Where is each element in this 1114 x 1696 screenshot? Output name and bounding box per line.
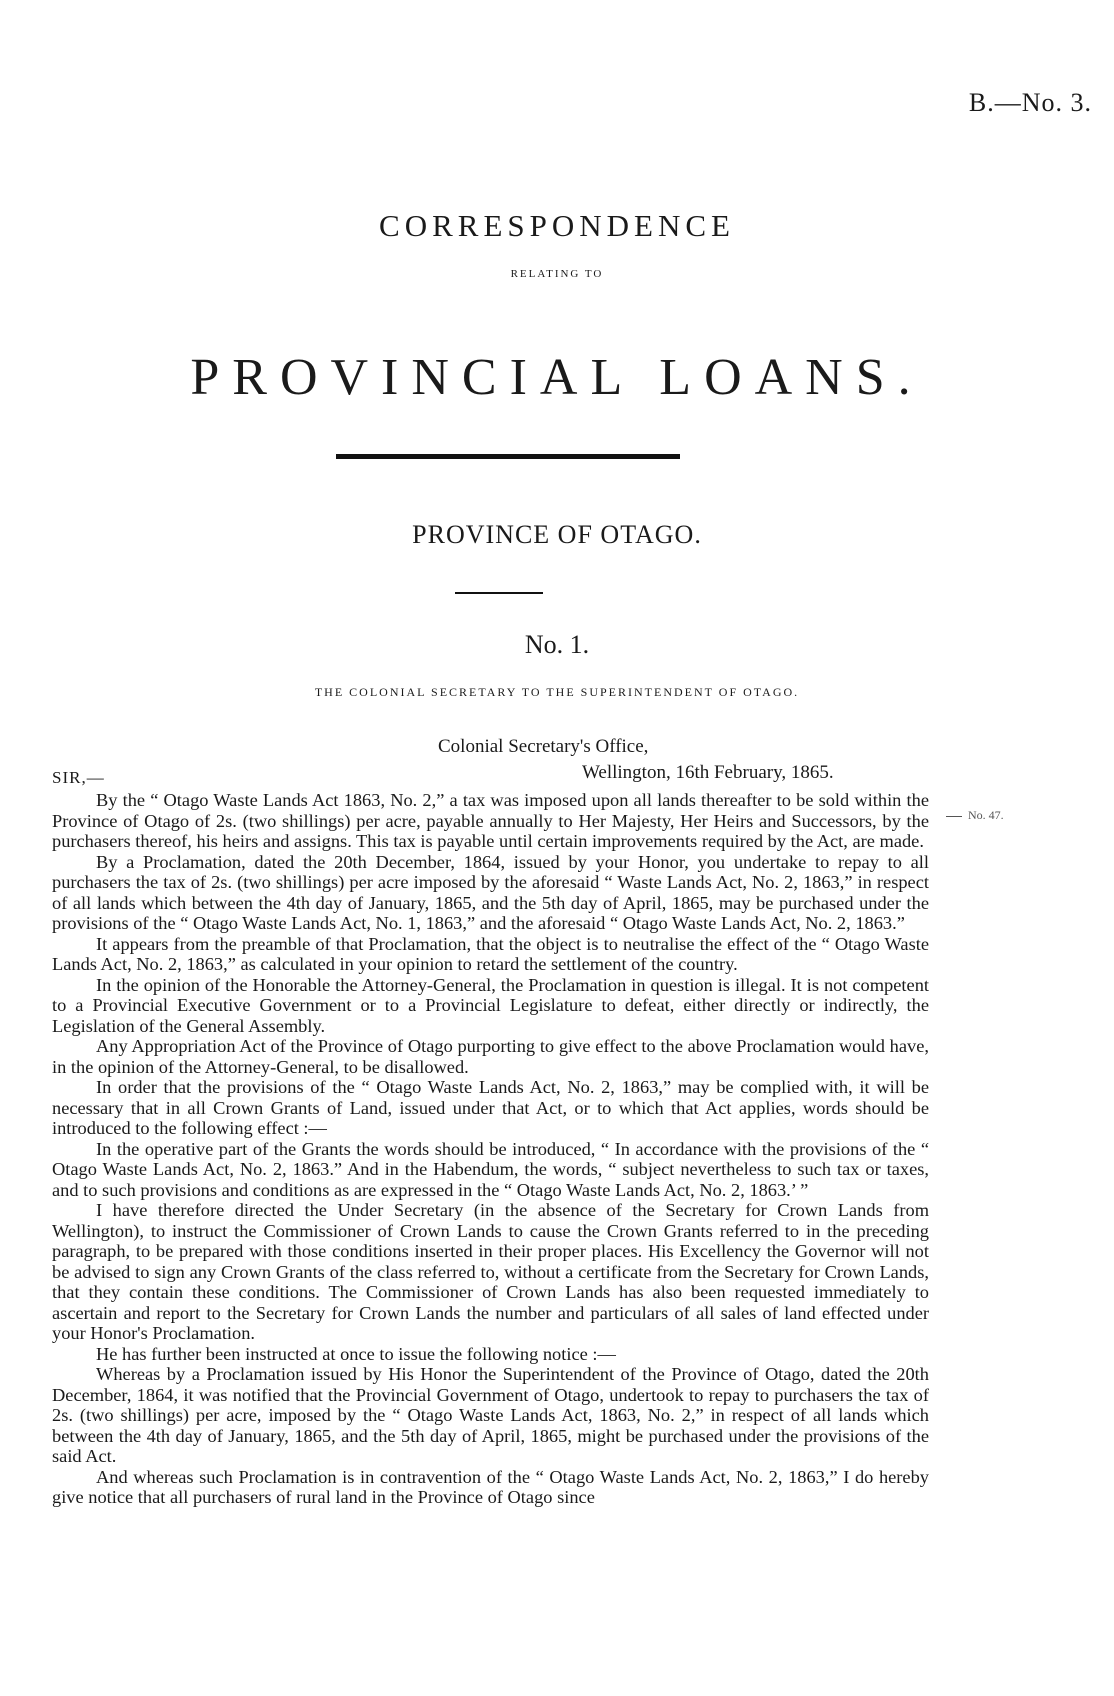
paragraph: I have therefore directed the Under Secretary (in the absence of the Secretary for Crown Lands from Wellington), to instruct the Commissioner of Crown Lands to cause the Crown Grants referred to in the preceding paragraph, to be prepared with those conditions inserted in their proper places. His Excellency the Governor will not be advised to sign any Crown Grants of the class referred to, without a certificate from the Secretary for Crown Lands, that they contain these conditions. The Commissioner of Crown Lands has also been requested immediately to ascertain and report to the Secretary for Crown Lands the number and particulars of all sales of land effected under your Honor's Proclamation. xyxy=(52,1200,929,1343)
thick-divider xyxy=(336,454,680,459)
title-correspondence: CORRESPONDENCE xyxy=(379,208,735,243)
letter-body xyxy=(52,790,929,1508)
paragraph: And whereas such Proclamation is in contravention of the “ Otago Waste Lands Act, No. 2, 1863,” I do hereby give notice that all purchasers of rural land in the Province of Otago since xyxy=(52,1466,929,1507)
address-office: Colonial Secretary's Office, xyxy=(438,736,649,757)
margin-note: No. 47. xyxy=(946,808,1004,823)
document-reference: B.—No. 3. xyxy=(968,88,1092,117)
paragraph: Any Appropriation Act of the Province of Otago purporting to give effect to the above Proclamation would have, in the opinion of the Attorney-General, to be disallowed. xyxy=(52,1036,929,1077)
paragraph: It appears from the preamble of that Proclamation, that the object is to neutralise the effect of the “ Otago Waste Lands Act, No. 2, 1863,” as calculated in your opinion to retard the settlement of the country. xyxy=(52,933,929,974)
paragraph: By the “ Otago Waste Lands Act 1863, No. 2,” a tax was imposed upon all lands thereafter to be sold within the Province of Otago of 2s. (two shillings) per acre, payable annually to Her Majesty, Her Heirs and Successors, by the purchasers thereof, his heirs and assigns. This tax is payable until certain improvements required by the Act, are made. xyxy=(52,790,929,851)
salutation: SIR,— xyxy=(52,768,105,787)
paragraph: In order that the provisions of the “ Otago Waste Lands Act, No. 2, 1863,” may be complied with, it will be necessary that in all Crown Grants of Land, issued under that Act, or to which that Act applies, words should be introduced to the following effect :— xyxy=(52,1077,929,1138)
letter-heading: THE COLONIAL SECRETARY TO THE SUPERINTENDENT OF OTAGO. xyxy=(314,685,800,699)
paragraph: In the opinion of the Honorable the Attorney-General, the Proclamation in question is illegal. It is not competent to a Provincial Executive Government or to a Provincial Legislature to defeat, either directly or indirectly, the Legislation of the General Assembly. xyxy=(52,974,929,1036)
title-provincial-loans: PROVINCIAL LOANS. xyxy=(190,349,924,406)
paragraph: By a Proclamation, dated the 20th December, 1864, issued by your Honor, you undertake to repay to all purchasers the tax of 2s. (two shillings) per acre imposed by the aforesaid “ Waste Lands Act, No. 2, 1863,” in respect of all lands which between the 4th day of January, 1865, and the 5th day of April, 1865, may be purchased under the provisions of the “ Otago Waste Lands Act, No. 1, 1863,” and the aforesaid “ Otago Waste Lands Act, No. 2, 1863.” xyxy=(52,851,929,933)
paragraph: He has further been instructed at once to issue the following notice :— xyxy=(96,1343,616,1364)
title-relating-to: RELATING TO xyxy=(510,268,604,280)
paragraph: In the operative part of the Grants the words should be introduced, “ In accordance with the provisions of the “ Otago Waste Lands Act, No. 2, 1863.” And in the Habendum, the words, “ subject nevertheless to such tax or taxes, and to such provisions and conditions as are expressed in the “ Otago Waste Lands Act, No. 2, 1863.’ ” xyxy=(52,1138,929,1200)
document-number: No. 1. xyxy=(524,630,590,659)
province-heading: PROVINCE OF OTAGO. xyxy=(412,520,702,549)
thin-divider xyxy=(455,592,543,594)
paragraph: Whereas by a Proclamation issued by His Honor the Superintendent of the Province of Otago, dated the 20th December, 1864, it was notified that the Provincial Government of Otago, undertook to repay to purchasers the tax of 2s. (two shillings) per acre, imposed by the “ Otago Waste Lands Act, 1863, No. 2,” in respect of all lands which between the 4th day of January, 1865, and the 5th day of April, 1865, might be purchased under the provisions of the said Act. xyxy=(52,1364,929,1466)
address-date: Wellington, 16th February, 1865. xyxy=(582,762,834,783)
